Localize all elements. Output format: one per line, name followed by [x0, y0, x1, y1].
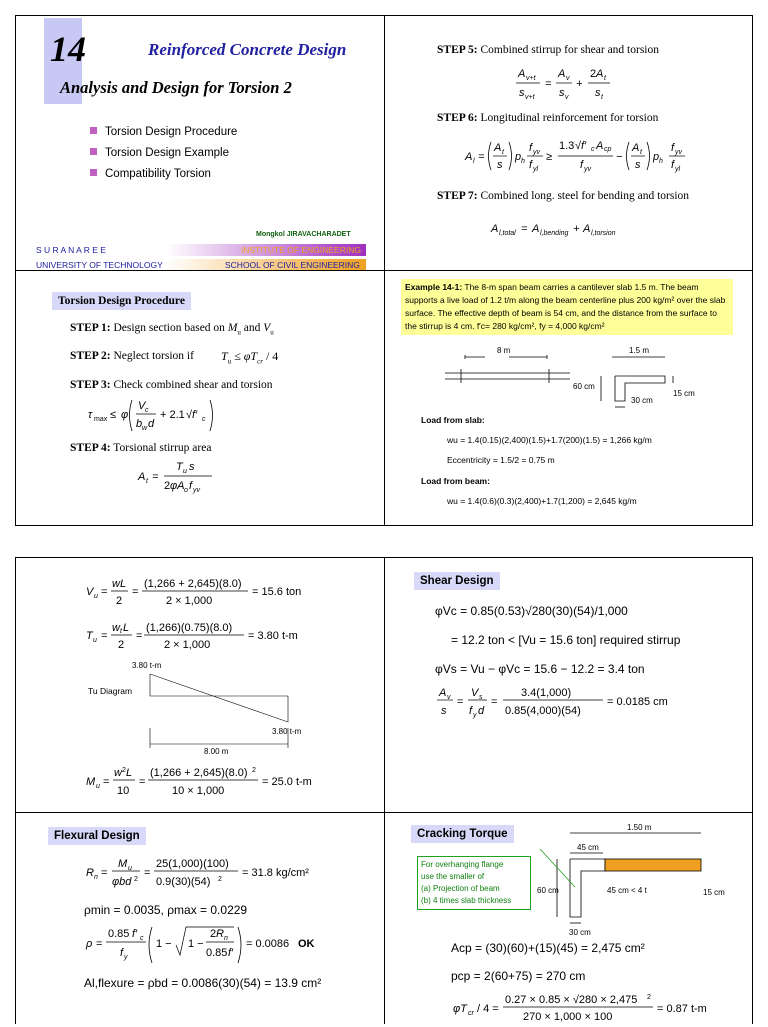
- dim-15cm: 15 cm: [673, 389, 695, 398]
- dim-30cm: 30 cm: [631, 396, 653, 405]
- flexural-header: Flexural Design: [48, 827, 146, 845]
- svg-text:R: R: [86, 867, 94, 879]
- svg-text:n: n: [94, 874, 98, 881]
- svg-text:=: =: [457, 696, 464, 708]
- svg-text:=: =: [491, 696, 498, 708]
- shear-line3: φVs = Vu − φVc = 15.6 − 12.2 = 3.4 ton: [435, 662, 645, 676]
- av-s-result: = 0.0185 cm: [607, 696, 668, 708]
- shear-line2: = 12.2 ton < [Vu = 15.6 ton] required stirrup: [451, 633, 681, 647]
- slide-number: 14: [50, 29, 86, 69]
- svg-text:t: t: [601, 94, 603, 101]
- svg-text:u: u: [94, 593, 98, 600]
- svg-text:d: d: [478, 705, 485, 717]
- svg-text:t: t: [604, 75, 606, 82]
- svg-text:2: 2: [647, 994, 651, 1001]
- tu-diagram: [76, 658, 376, 758]
- svg-text:A: A: [491, 223, 499, 235]
- svg-text:cp: cp: [604, 146, 612, 153]
- svg-text:y: y: [473, 712, 477, 719]
- svg-text:10: 10: [117, 785, 130, 797]
- svg-text:l: l: [473, 158, 475, 165]
- svg-text:2: 2: [218, 876, 222, 883]
- svg-text:yl: yl: [533, 166, 539, 173]
- eq-step2: $T_u \le \varphi T_{cr} / 4$: [221, 349, 279, 366]
- svg-text:f: f: [189, 480, 193, 492]
- step4: STEP 4: Torsional stirrup area: [70, 442, 212, 454]
- svg-text:t: t: [640, 149, 642, 156]
- svg-text:f′: f′: [228, 947, 234, 959]
- svg-text:2: 2: [122, 767, 126, 774]
- svg-text:f: f: [671, 142, 675, 154]
- svg-text:o: o: [184, 487, 188, 494]
- rn-result: = 31.8 kg/cm²: [242, 867, 309, 879]
- svg-text:=: =: [101, 867, 108, 879]
- eccentricity: Eccentricity = 1.5/2 = 0.75 m: [447, 455, 555, 465]
- svg-text:(1,266 + 2,645)(8.0): (1,266 + 2,645)(8.0): [150, 767, 248, 779]
- svg-text:2: 2: [118, 639, 125, 651]
- svg-text:w: w: [114, 767, 122, 779]
- svg-text:n: n: [224, 935, 228, 942]
- svg-text:h: h: [659, 158, 663, 165]
- svg-text:h: h: [521, 158, 525, 165]
- svg-text:u: u: [93, 637, 97, 644]
- example-box: Example 14-1: The 8-m span beam carries a cantilever slab 1.5 m. The beam supports a live load of 1.2 t/m along the beam centerline plus 200 kg/m² over the slab surface. The effective depth of beam is 54 cm, and the distance from the surface to the stirrup is 4 cm. f′c= 280 kg/cm², fy = 4,000 kg/cm²: [401, 279, 733, 335]
- svg-text:0.27 × 0.85 × √280 × 2,475: 0.27 × 0.85 × √280 × 2,475: [505, 994, 638, 1006]
- step2: STEP 2: Neglect torsion if: [70, 350, 194, 362]
- dim-1-50m: 1.50 m: [627, 823, 652, 832]
- svg-text:u: u: [183, 468, 187, 475]
- svg-text:V: V: [86, 586, 94, 598]
- svg-text:v+t: v+t: [526, 75, 536, 82]
- svg-text:=: =: [139, 776, 146, 788]
- svg-text:v: v: [566, 75, 570, 82]
- svg-text:2 × 1,000: 2 × 1,000: [164, 639, 211, 651]
- svg-text:w: w: [112, 622, 120, 634]
- svg-text:A: A: [632, 142, 640, 154]
- svg-text:√f′: √f′: [186, 409, 198, 421]
- dim-15cm: 15 cm: [703, 888, 725, 897]
- svg-text:max: max: [94, 416, 108, 423]
- svg-text:φ: φ: [121, 409, 129, 421]
- svg-text:2 × 1,000: 2 × 1,000: [166, 595, 213, 607]
- svg-text:A: A: [558, 68, 566, 80]
- svg-text:τ: τ: [88, 409, 93, 421]
- svg-text:l,total: l,total: [499, 230, 516, 237]
- tu-bottom-label: 3.80 t-m: [272, 727, 302, 736]
- eq-rho: [84, 923, 364, 965]
- rho-limits: ρmin = 0.0035, ρmax = 0.0229: [84, 903, 248, 917]
- svg-text:φbd: φbd: [112, 876, 132, 888]
- uni-line1: S U R A N A R E E: [36, 245, 106, 255]
- eq-step3: [86, 395, 266, 435]
- step3: STEP 3: Check combined shear and torsion: [70, 379, 273, 391]
- svg-text:yv: yv: [584, 166, 591, 173]
- step7: STEP 7: Combined long. steel for bending and torsion: [437, 190, 690, 202]
- svg-text:2: 2: [210, 928, 217, 940]
- bullet-item[interactable]: Torsion Design Procedure: [90, 122, 237, 143]
- svg-text:s: s: [441, 705, 447, 717]
- svg-text:3.4(1,000): 3.4(1,000): [521, 687, 572, 699]
- svg-text:s: s: [519, 87, 525, 99]
- svg-text:=: =: [152, 471, 159, 483]
- vu-result: = 15.6 ton: [252, 586, 302, 598]
- slide-title: [15, 15, 385, 271]
- svg-text:p: p: [653, 151, 660, 163]
- bullet-item[interactable]: Torsion Design Example: [90, 143, 237, 164]
- svg-text:=: =: [144, 867, 151, 879]
- svg-text:T: T: [86, 630, 93, 642]
- svg-text:2: 2: [252, 767, 256, 774]
- svg-text:=: =: [136, 630, 143, 642]
- svg-text:u: u: [96, 783, 100, 790]
- pcp-line: pcp = 2(60+75) = 270 cm: [451, 969, 586, 983]
- svg-text:f: f: [529, 159, 533, 171]
- svg-text:s: s: [189, 461, 195, 473]
- svg-text:yv: yv: [675, 149, 682, 156]
- svg-text:s: s: [635, 159, 641, 171]
- eq-tu: [84, 620, 344, 654]
- step6: STEP 6: Longitudinal reinforcement for torsion: [437, 112, 659, 124]
- svg-text:w: w: [142, 425, 148, 432]
- svg-text:(1,266)(0.75)(8.0): (1,266)(0.75)(8.0): [146, 622, 233, 634]
- svg-text:f: f: [469, 705, 473, 717]
- load-beam-label: Load from beam:: [421, 476, 490, 486]
- al-flexure: Al,flexure = ρbd = 0.0086(30)(54) = 13.9 cm²: [84, 976, 322, 990]
- svg-text:M: M: [86, 776, 96, 788]
- svg-text:t: t: [120, 628, 122, 635]
- svg-text:v+t: v+t: [525, 94, 535, 101]
- svg-text:yl: yl: [675, 166, 681, 173]
- eq-rn: [84, 855, 364, 891]
- svg-text:f′: f′: [132, 928, 138, 940]
- svg-text:b: b: [136, 418, 143, 430]
- svg-text:f: f: [120, 947, 124, 959]
- eq-mu: [84, 764, 344, 800]
- svg-text:A: A: [596, 68, 604, 80]
- cracking-diagram: [525, 819, 755, 937]
- eq-vu: [84, 576, 344, 610]
- svg-text:c: c: [140, 935, 144, 942]
- slide-steps-5-7: [384, 15, 753, 271]
- svg-text:2: 2: [134, 876, 138, 883]
- span-label: 8.00 m: [204, 747, 229, 756]
- svg-text:1 −: 1 −: [156, 938, 172, 950]
- svg-text:s: s: [559, 87, 565, 99]
- eq-step6: [463, 134, 703, 180]
- svg-text:A: A: [532, 223, 540, 235]
- svg-text:l,torsion: l,torsion: [591, 230, 616, 237]
- eq-step4: [136, 457, 236, 497]
- mu-result: = 25.0 t-m: [262, 776, 312, 788]
- tu-top-label: 3.80 t-m: [132, 661, 162, 670]
- svg-text:=: =: [545, 78, 552, 90]
- svg-text:(1,266 + 2,645)(8.0): (1,266 + 2,645)(8.0): [144, 578, 242, 590]
- svg-text:yv: yv: [193, 487, 200, 494]
- svg-text:f: f: [580, 159, 584, 171]
- svg-text:1 −: 1 −: [188, 938, 204, 950]
- cracking-header: Cracking Torque: [411, 825, 514, 843]
- svg-text:=: =: [521, 223, 528, 235]
- slide-example: [384, 270, 753, 526]
- wu-beam: wu = 1.4(0.6)(0.3)(2,400)+1.7(1,200) = 2,645 kg/m: [447, 496, 637, 506]
- shear-header: Shear Design: [414, 572, 500, 590]
- svg-text:cr: cr: [468, 1010, 474, 1017]
- svg-text:T: T: [176, 461, 183, 473]
- bullet-square-icon: [90, 127, 97, 134]
- tcr-result: = 0.87 t-m: [657, 1003, 707, 1015]
- bullet-item[interactable]: Compatibility Torsion: [90, 164, 237, 185]
- eq-step5: [510, 64, 630, 104]
- svg-text:=: =: [96, 938, 103, 950]
- svg-text:A: A: [494, 142, 502, 154]
- slide-procedure: [15, 270, 385, 526]
- svg-text:y: y: [124, 954, 128, 961]
- svg-text:+ 2.1: + 2.1: [160, 409, 185, 421]
- svg-text:2: 2: [590, 68, 597, 80]
- svg-text:c: c: [202, 416, 206, 423]
- slide-cracking: [384, 812, 753, 1024]
- inst-line2: SCHOOL OF CIVIL ENGINEERING: [225, 260, 360, 270]
- svg-text:ρ: ρ: [86, 938, 93, 950]
- inst-line1: INSTITUTE OF ENGINEERING: [241, 245, 361, 255]
- svg-text:t: t: [502, 149, 504, 156]
- dim-45cm-4t: 45 cm < 4 t: [607, 886, 647, 895]
- slide-flexural: [15, 812, 385, 1024]
- svg-text:A: A: [465, 151, 473, 163]
- wu-slab: wu = 1.4(0.15)(2,400)(1.5)+1.7(200)(1.5) = 1,266 kg/m: [447, 435, 652, 445]
- svg-text:s: s: [497, 159, 503, 171]
- svg-text:≤: ≤: [110, 409, 117, 421]
- svg-text:+: +: [576, 78, 583, 90]
- svg-text:L: L: [123, 622, 130, 634]
- svg-text:=: =: [101, 586, 108, 598]
- dim-60cm: 60 cm: [537, 886, 559, 895]
- dim-45cm: 45 cm: [577, 843, 599, 852]
- svg-text:c: c: [591, 146, 595, 153]
- eq-tcr: [451, 993, 731, 1027]
- svg-text:A: A: [518, 68, 526, 80]
- course-title: Reinforced Concrete Design: [148, 40, 347, 59]
- bullet-square-icon: [90, 148, 97, 155]
- svg-text:yv: yv: [533, 149, 540, 156]
- ok-label: OK: [298, 938, 315, 950]
- svg-text:V: V: [471, 687, 479, 699]
- svg-text:/ 4 =: / 4 =: [477, 1003, 499, 1015]
- svg-text:0.85(4,000)(54): 0.85(4,000)(54): [505, 705, 581, 717]
- svg-text:270 × 1,000 × 100: 270 × 1,000 × 100: [523, 1011, 613, 1023]
- svg-text:A: A: [583, 223, 591, 235]
- svg-text:V: V: [138, 400, 146, 412]
- svg-text:t: t: [146, 478, 148, 485]
- svg-text:c: c: [145, 407, 149, 414]
- svg-text:1.3: 1.3: [559, 140, 575, 152]
- svg-text:v: v: [565, 94, 569, 101]
- acp-line: Acp = (30)(60)+(15)(45) = 2,475 cm²: [451, 941, 645, 955]
- slide-shear: [384, 557, 753, 813]
- svg-text:f: f: [671, 159, 675, 171]
- slide-loads: [15, 557, 385, 813]
- flange-note: For overhanging flange use the smaller of (a) Projection of beam (b) 4 times slab thickness: [417, 856, 531, 910]
- svg-text:0.9(30)(54): 0.9(30)(54): [156, 876, 211, 888]
- tu-result: = 3.80 t-m: [248, 630, 298, 642]
- svg-text:d: d: [148, 418, 155, 430]
- svg-text:2: 2: [164, 480, 171, 492]
- svg-text:l,bending: l,bending: [540, 230, 569, 237]
- svg-text:f: f: [529, 142, 533, 154]
- step5: STEP 5: Combined stirrup for shear and torsion: [437, 44, 660, 56]
- svg-text:u: u: [128, 865, 132, 872]
- svg-text:wL: wL: [112, 578, 127, 590]
- load-slab-label: Load from slab:: [421, 415, 485, 425]
- bullet-list: [90, 122, 237, 185]
- dim-30cm: 30 cm: [569, 928, 591, 937]
- svg-text:25(1,000)(100): 25(1,000)(100): [156, 858, 229, 870]
- lecture-title: Analysis and Design for Torsion 2: [60, 78, 292, 97]
- svg-text:10 × 1,000: 10 × 1,000: [172, 785, 225, 797]
- bullet-square-icon: [90, 169, 97, 176]
- svg-text:−: −: [616, 151, 623, 163]
- dim-8m: 8 m: [497, 346, 511, 355]
- svg-text:s: s: [479, 694, 483, 701]
- svg-text:M: M: [118, 858, 128, 870]
- svg-text:√f′: √f′: [575, 140, 587, 152]
- author: Mongkol JIRAVACHARADET: [256, 231, 351, 238]
- svg-text:0.85: 0.85: [108, 928, 130, 940]
- svg-text:φT: φT: [453, 1003, 467, 1015]
- svg-text:=: =: [132, 586, 139, 598]
- svg-text:A: A: [439, 687, 447, 699]
- tu-diagram-label: Tu Diagram: [88, 686, 133, 696]
- uni-line2: UNIVERSITY OF TECHNOLOGY: [36, 260, 163, 270]
- step1: STEP 1: Design section based on $M_u$ and $V_u$: [70, 322, 274, 337]
- svg-text:2: 2: [116, 595, 123, 607]
- svg-text:0.85: 0.85: [206, 947, 228, 959]
- svg-text:=: =: [478, 151, 485, 163]
- svg-text:v: v: [447, 694, 451, 701]
- svg-text:L: L: [126, 767, 133, 779]
- eq-step7: [489, 218, 639, 240]
- dim-1-5m: 1.5 m: [629, 346, 650, 355]
- svg-text:A: A: [596, 140, 604, 152]
- svg-text:=: =: [101, 630, 108, 642]
- svg-text:R: R: [216, 928, 224, 940]
- svg-text:φA: φA: [170, 480, 185, 492]
- svg-text:p: p: [515, 151, 522, 163]
- svg-text:=: =: [103, 776, 110, 788]
- svg-text:s: s: [595, 87, 601, 99]
- procedure-header: Torsion Design Procedure: [52, 292, 191, 310]
- rho-result: = 0.0086: [246, 938, 290, 950]
- example-section-diagram: [425, 343, 725, 413]
- svg-text:A: A: [138, 471, 146, 483]
- shear-line1: φVc = 0.85(0.53)√280(30)(54)/1,000: [435, 604, 628, 618]
- eq-av-s: [435, 684, 715, 720]
- svg-text:≥: ≥: [546, 151, 553, 163]
- svg-text:+: +: [573, 223, 580, 235]
- dim-60cm: 60 cm: [573, 382, 595, 391]
